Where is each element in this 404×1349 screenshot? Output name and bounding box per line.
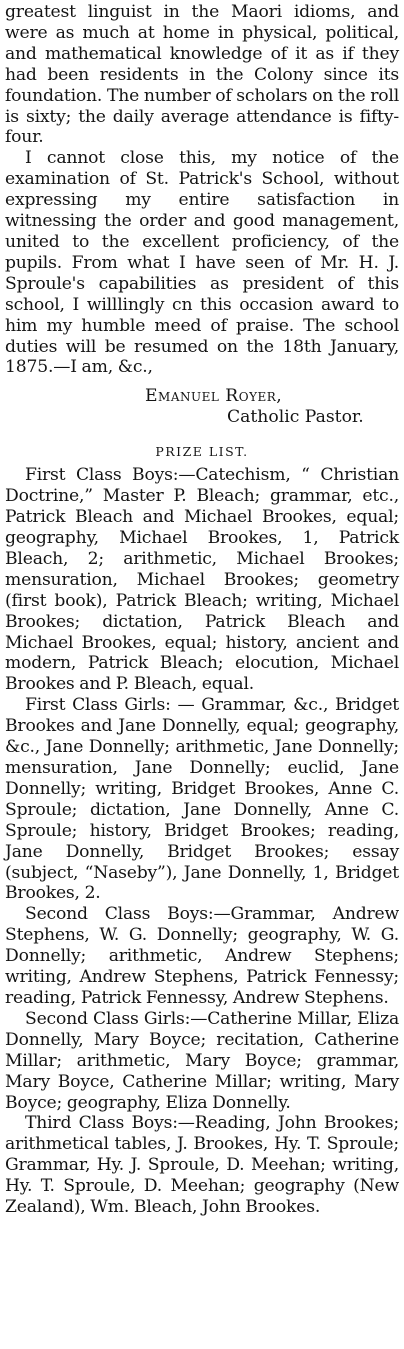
prize-paragraph-second-class-girls: Second Class Girls:—Catherine Millar, Eliza Donnelly, Mary Boyce; recitation, Catherine Millar; arithmetic, Mary Boyce; grammar, Mary Boyce, Catherine Millar; writing, Mary Boyce; geography, Eliza Donnelly. [5, 1008, 399, 1113]
signature-block [5, 386, 399, 428]
prize-paragraph-first-class-girls: First Class Girls: — Grammar, &c., Bridget Brookes and Jane Donnelly, equal; geography, &c., Jane Donnelly; arithmetic, Jane Donnelly; mensuration, Jane Donnelly; euclid, Jane Donnelly; writing, Bridget Brookes, Anne C. Sproule; dictation, Jane Donnelly, Anne C. Sproule; history, Bridget Brookes; reading, Jane Donnelly, Bridget Brookes; essay (subject, “Naseby”), Jane Donnelly, 1, Bridget Brookes, 2. [5, 695, 399, 904]
signature-title: Catholic Pastor. [227, 407, 364, 428]
prize-paragraph-first-class-boys: First Class Boys:—Catechism, “ Christian Doctrine,” Master P. Bleach; grammar, etc., Patrick Bleach and Michael Brookes, equal; geography, Michael Brookes, 1, Patrick Bleach, 2; arithmetic, Michael Brookes; mensuration, Michael Brookes; geometry (first book), Patrick Bleach; writing, Michael Brookes; dictation, Patrick Bleach and Michael Brookes, equal; history, ancient and modern, Patrick Bleach; elocution, Michael Brookes and P. Bleach, equal. [5, 465, 399, 695]
prize-paragraph-third-class-boys: Third Class Boys:—Reading, John Brookes; arithmetical tables, J. Brookes, Hy. T. Sproule; Grammar, Hy. J. Sproule, D. Meehan; writing, Hy. T. Sproule, D. Meehan; geography (New Zealand), Wm. Bleach, John Brookes. [5, 1113, 399, 1218]
signature-name: Emanuel Royer, [145, 386, 283, 407]
intro-paragraph: greatest linguist in the Maori idioms, and were as much at home in physical, political, and mathematical knowledge of it as if they had been residents in the Colony since its foundation. The number of scholars on the roll is sixty; the daily average attendance is fifty-four. [5, 2, 399, 148]
prize-list-heading: PRIZE LIST. [155, 444, 249, 460]
closing-paragraph: I cannot close this, my notice of the examination of St. Patrick's School, without expressing my entire satisfaction in witnessing the order and good management, united to the excellent proficiency, of the pupils. From what I have seen of Mr. H. J. Sproule's capabilities as president of this school, I willlingly cn this occasion award to him my humble meed of praise. The school duties will be resumed on the 18th January, 1875.—I am, &c., [5, 148, 399, 378]
prize-paragraph-second-class-boys: Second Class Boys:—Grammar, Andrew Stephens, W. G. Donnelly; geography, W. G. Donnelly; arithmetic, Andrew Stephens; writing, Andrew Stephens, Patrick Fennessy; reading, Patrick Fennessy, Andrew Stephens. [5, 904, 399, 1008]
